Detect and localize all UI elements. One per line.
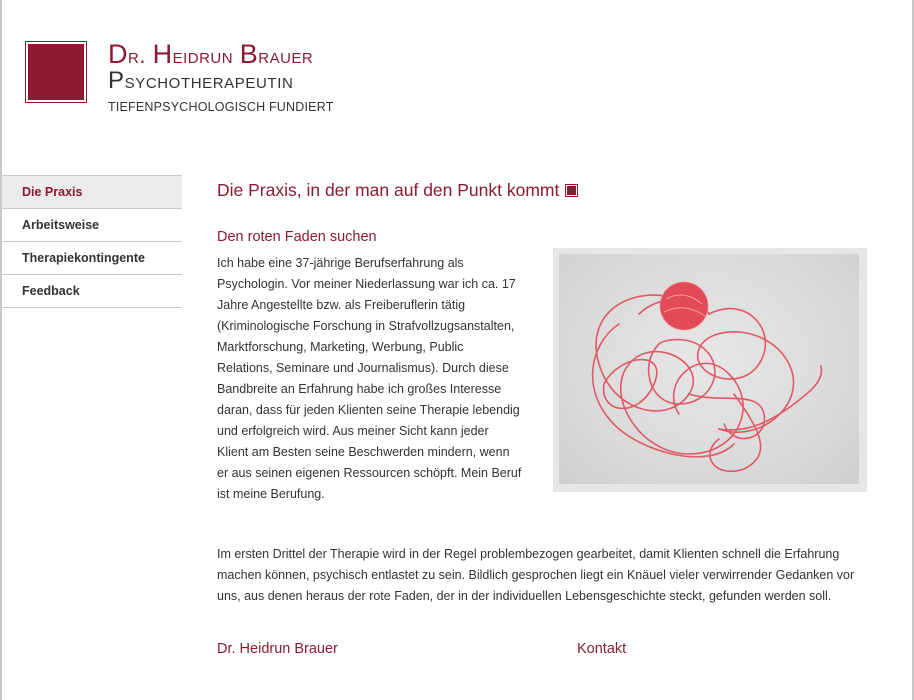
- photo-frame: [553, 248, 867, 492]
- paragraph-2: Im ersten Drittel der Therapie wird in der Regel problembezogen gearbeitet, damit Klienten schnell die Erfahrung machen können, psychisch entlastet zu sein. Bildlich gesprochen liegt ein Knäuel vieler verwirrender Gedanken vor uns, aus denen heraus der rote Faden, der in der individuellen Lebensgeschichte steckt, gefunden werden soll.: [217, 547, 855, 603]
- footer-name-heading: Dr. Heidrun Brauer: [217, 641, 338, 657]
- square-bullet-icon: [565, 184, 578, 197]
- logo-name: Dr. Heidrun Brauer: [108, 39, 314, 69]
- footer-contact-heading: Kontakt: [577, 641, 627, 657]
- main-content: [217, 178, 867, 665]
- thread-ball-illustration: [559, 254, 859, 484]
- nav-item-arbeitsweise[interactable]: Arbeitsweise: [2, 209, 182, 242]
- intro-text: Ich habe eine 37-jährige Berufserfahrung als Psychologin. Vor meiner Niederlassung war ich ca. 17 Jahre Angestellte bzw. als Freiberuflerin tätig (Kriminologische Forschung in Strafvollzugsanstalten, Marktforschung, Marketing, Werbung, Public Relations, Seminare und Journalismus). Durch diese Bandbreite an Erfahrung habe ich großes Interesse daran, dass für jeden Klienten seine Therapie lebendig und erfolgreich wird. Aus meiner Sicht kann jeder Klient am Besten seine Beschwerden mindern, wenn er aus seinen eigenen Ressourcen schöpft. Mein Beruf ist meine Berufung.: [217, 256, 522, 501]
- section-heading: Den roten Faden suchen: [217, 229, 377, 245]
- footer-headings: [217, 641, 867, 665]
- nav-item-therapiekontingente[interactable]: Therapiekontingente: [2, 242, 182, 275]
- sidebar-nav: [2, 175, 182, 308]
- logo-square-icon[interactable]: [25, 41, 87, 103]
- logo-role: Psychotherapeutin: [108, 67, 294, 94]
- logo-subtitle: TIEFENPSYCHOLOGISCH FUNDIERT: [108, 100, 334, 114]
- intro-section: [217, 253, 867, 531]
- logo[interactable]: [108, 41, 334, 114]
- page-title: Die Praxis, in der man auf den Punkt kommt: [217, 178, 867, 202]
- red-thread-photo: [559, 254, 859, 484]
- nav-item-feedback[interactable]: Feedback: [2, 275, 182, 308]
- nav-item-die-praxis[interactable]: Die Praxis: [2, 176, 182, 209]
